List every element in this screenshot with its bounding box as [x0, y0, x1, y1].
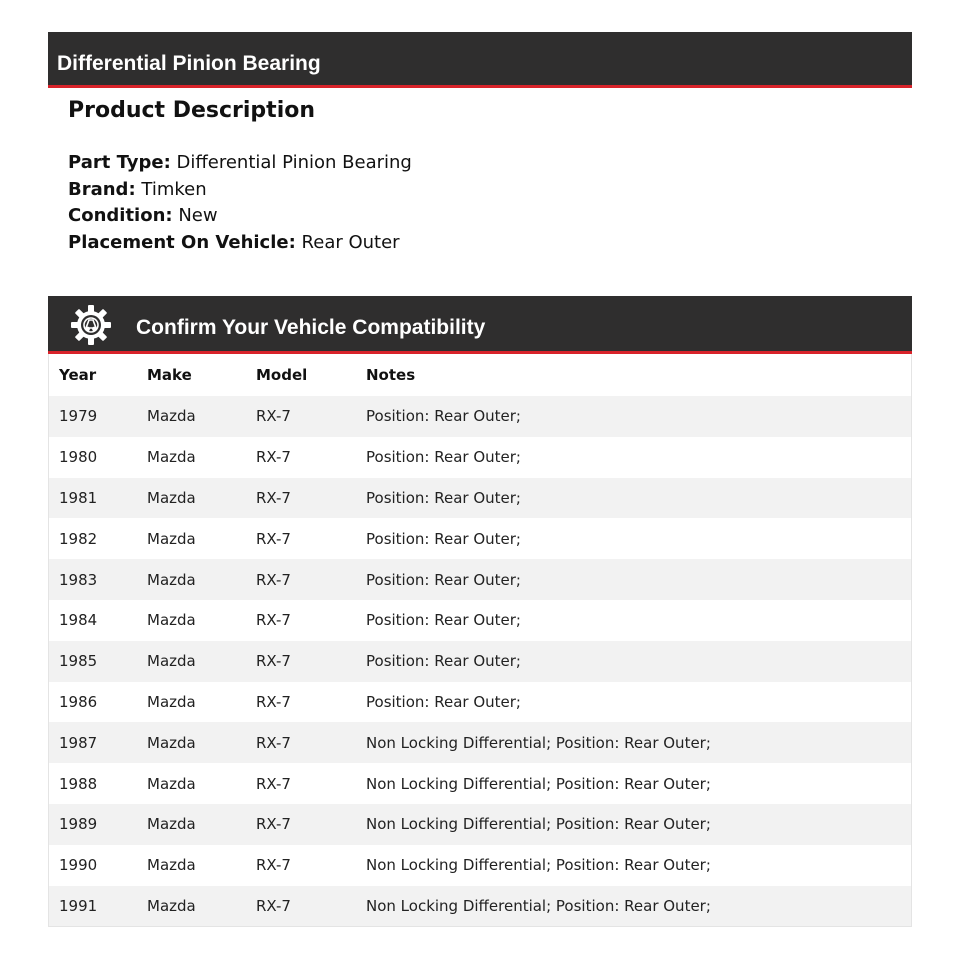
- year-cell: 1991: [49, 886, 138, 927]
- notes-cell: Non Locking Differential; Position: Rear Outer;: [356, 763, 912, 804]
- table-header-row: [49, 354, 912, 396]
- year-cell: 1981: [49, 478, 138, 519]
- table-row: [49, 478, 912, 519]
- table-row: [49, 682, 912, 723]
- model-cell: RX-7: [246, 518, 356, 559]
- year-cell: 1984: [49, 600, 138, 641]
- year-cell: 1986: [49, 682, 138, 723]
- table-row: [49, 845, 912, 886]
- model-cell: RX-7: [246, 722, 356, 763]
- model-cell: RX-7: [246, 845, 356, 886]
- make-cell: Mazda: [137, 804, 246, 845]
- make-cell: Mazda: [137, 559, 246, 600]
- table-row: [49, 600, 912, 641]
- notes-cell: Non Locking Differential; Position: Rear Outer;: [356, 722, 912, 763]
- spec-label: Condition:: [68, 205, 173, 226]
- notes-cell: Non Locking Differential; Position: Rear Outer;: [356, 886, 912, 927]
- spec-label: Placement On Vehicle:: [68, 231, 296, 253]
- model-cell: RX-7: [246, 559, 356, 600]
- table-row: [49, 396, 912, 437]
- spec-condition: [68, 203, 412, 230]
- column-year: Year: [49, 354, 138, 396]
- make-cell: Mazda: [137, 763, 246, 804]
- model-cell: RX-7: [246, 804, 356, 845]
- table-row: [49, 437, 912, 478]
- notes-cell: Position: Rear Outer;: [356, 600, 912, 641]
- make-cell: Mazda: [137, 600, 246, 641]
- make-cell: Mazda: [137, 722, 246, 763]
- spec-value: Timken: [141, 178, 207, 200]
- model-cell: RX-7: [246, 682, 356, 723]
- table-row: [49, 886, 912, 927]
- make-cell: Mazda: [137, 396, 246, 437]
- spec-label: Part Type:: [68, 152, 171, 173]
- spec-value: New: [178, 205, 218, 226]
- year-cell: 1979: [49, 396, 138, 437]
- spec-part-type: [68, 150, 412, 177]
- model-cell: RX-7: [246, 763, 356, 804]
- year-cell: 1982: [49, 518, 138, 559]
- gear-car-icon: [70, 304, 112, 346]
- notes-cell: Non Locking Differential; Position: Rear Outer;: [356, 845, 912, 886]
- year-cell: 1990: [49, 845, 138, 886]
- year-cell: 1987: [49, 722, 138, 763]
- spec-value: Differential Pinion Bearing: [176, 152, 412, 173]
- spec-label: Brand:: [68, 178, 136, 200]
- make-cell: Mazda: [137, 845, 246, 886]
- product-title: Differential Pinion Bearing: [57, 52, 321, 75]
- notes-cell: Position: Rear Outer;: [356, 437, 912, 478]
- spec-list: [68, 150, 412, 256]
- notes-cell: Position: Rear Outer;: [356, 641, 912, 682]
- notes-cell: Position: Rear Outer;: [356, 396, 912, 437]
- make-cell: Mazda: [137, 478, 246, 519]
- product-title-bar: [48, 32, 912, 88]
- table-row: [49, 641, 912, 682]
- notes-cell: Position: Rear Outer;: [356, 478, 912, 519]
- compatibility-table: [48, 354, 912, 927]
- compatibility-bar: [48, 296, 912, 354]
- year-cell: 1988: [49, 763, 138, 804]
- column-make: Make: [137, 354, 246, 396]
- make-cell: Mazda: [137, 886, 246, 927]
- year-cell: 1985: [49, 641, 138, 682]
- year-cell: 1989: [49, 804, 138, 845]
- model-cell: RX-7: [246, 886, 356, 927]
- spec-brand: [68, 177, 412, 204]
- model-cell: RX-7: [246, 396, 356, 437]
- spec-value: Rear Outer: [301, 231, 400, 253]
- notes-cell: Position: Rear Outer;: [356, 559, 912, 600]
- notes-cell: Position: Rear Outer;: [356, 518, 912, 559]
- year-cell: 1980: [49, 437, 138, 478]
- table-row: [49, 559, 912, 600]
- make-cell: Mazda: [137, 682, 246, 723]
- table-row: [49, 763, 912, 804]
- table-row: [49, 804, 912, 845]
- notes-cell: Position: Rear Outer;: [356, 682, 912, 723]
- column-notes: Notes: [356, 354, 912, 396]
- notes-cell: Non Locking Differential; Position: Rear Outer;: [356, 804, 912, 845]
- make-cell: Mazda: [137, 641, 246, 682]
- model-cell: RX-7: [246, 478, 356, 519]
- year-cell: 1983: [49, 559, 138, 600]
- compatibility-title: Confirm Your Vehicle Compatibility: [136, 316, 486, 339]
- table-row: [49, 722, 912, 763]
- column-model: Model: [246, 354, 356, 396]
- product-description-heading: Product Description: [68, 98, 316, 123]
- model-cell: RX-7: [246, 600, 356, 641]
- make-cell: Mazda: [137, 437, 246, 478]
- model-cell: RX-7: [246, 641, 356, 682]
- make-cell: Mazda: [137, 518, 246, 559]
- compatibility-table-body: [49, 396, 912, 927]
- model-cell: RX-7: [246, 437, 356, 478]
- table-row: [49, 518, 912, 559]
- spec-placement: [68, 230, 412, 257]
